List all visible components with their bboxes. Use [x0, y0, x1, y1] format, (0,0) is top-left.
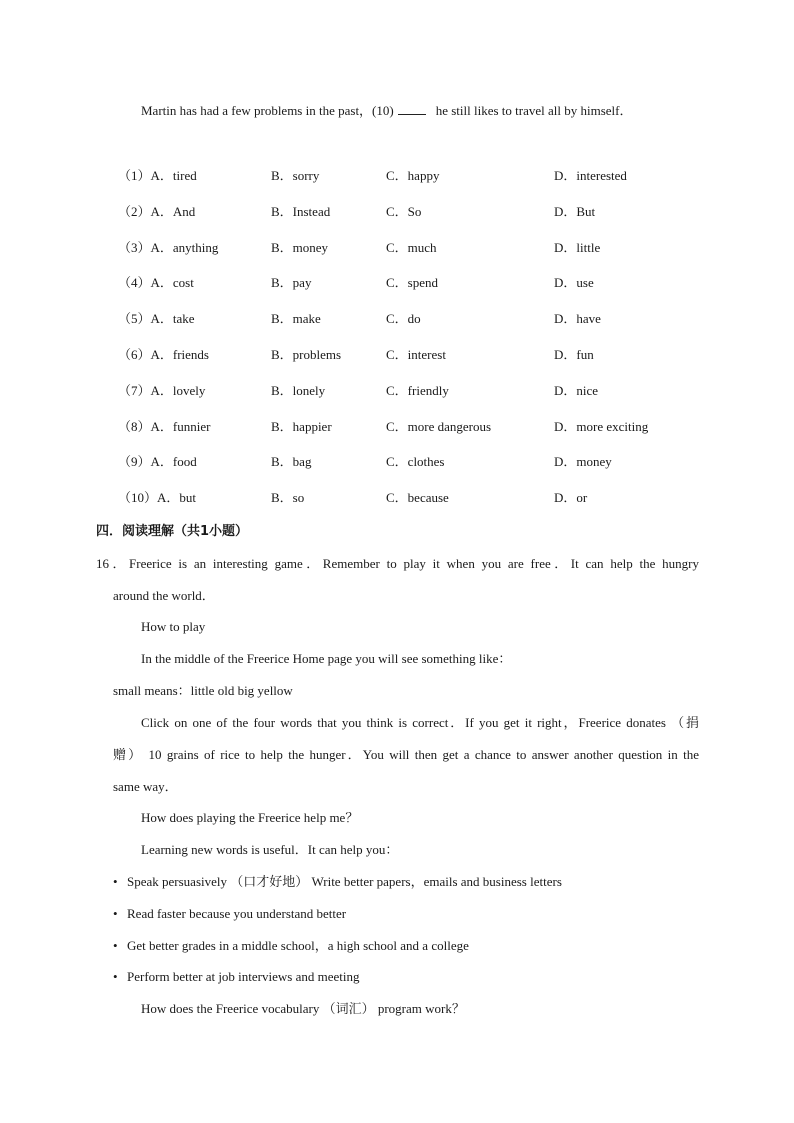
option-b[interactable]: B．happier — [271, 419, 332, 434]
option-d[interactable]: D．or — [554, 490, 588, 505]
option-d[interactable]: D．nice — [554, 383, 599, 398]
sentence-end: he still likes to travel all by himself． — [435, 103, 633, 118]
option-b[interactable]: B．money — [271, 240, 329, 255]
option-a[interactable]: （4）A．cost — [118, 275, 194, 290]
bullet-item: • Get better grades in a middle school，a high school and a college — [113, 938, 469, 953]
click-text-line1: Click on one of the four words that you think is correct．If you get it right，Freerice donates （捐 — [141, 715, 699, 730]
option-a[interactable]: （3）A．anything — [118, 240, 219, 255]
option-b[interactable]: B．bag — [271, 454, 312, 469]
option-a[interactable]: （6）A．friends — [118, 347, 209, 362]
option-row — [0, 203, 794, 221]
option-b[interactable]: B．problems — [271, 347, 342, 362]
option-row — [0, 167, 794, 185]
bullet-dot-icon: • — [113, 906, 118, 921]
bullet-dot-icon: • — [113, 969, 118, 984]
small-means-example: small means：little old big yellow — [113, 683, 293, 698]
passage-last-sentence — [141, 102, 633, 120]
bullet-dot-icon: • — [113, 938, 118, 953]
option-b[interactable]: B．sorry — [271, 168, 320, 183]
subheading-how-work: How does the Freerice vocabulary （词汇） program work？ — [141, 1001, 465, 1016]
option-row — [0, 489, 794, 507]
option-c[interactable]: C．happy — [386, 168, 440, 183]
sentence-start: Martin has had a few problems in the past，(10) — [141, 103, 394, 118]
bullet-item: • Speak persuasively （口才好地） Write better papers，emails and business letters — [113, 874, 562, 889]
option-b[interactable]: B．make — [271, 311, 321, 326]
option-row — [0, 453, 794, 471]
option-c[interactable]: C．So — [386, 204, 422, 219]
option-b[interactable]: B．Instead — [271, 204, 331, 219]
option-d[interactable]: D．money — [554, 454, 612, 469]
option-row — [0, 382, 794, 400]
bullet-item: • Read faster because you understand better — [113, 906, 347, 921]
option-b[interactable]: B．lonely — [271, 383, 326, 398]
option-c[interactable]: C．clothes — [386, 454, 445, 469]
option-a[interactable]: （10）A．but — [118, 490, 197, 505]
option-row — [0, 346, 794, 364]
option-c[interactable]: C．because — [386, 490, 449, 505]
option-d[interactable]: D．interested — [554, 168, 627, 183]
option-d[interactable]: D．little — [554, 240, 601, 255]
option-a[interactable]: （9）A．food — [118, 454, 197, 469]
option-d[interactable]: D．have — [554, 311, 601, 326]
option-c[interactable]: C．interest — [386, 347, 446, 362]
option-d[interactable]: D．use — [554, 275, 594, 290]
question-intro-line1: 16．Freerice is an interesting game．Remember to play it when you are free．It can help the hungry — [96, 556, 699, 571]
bullet-item: • Perform better at job interviews and meeting — [113, 969, 360, 984]
subheading-how-help: How does playing the Freerice help me？ — [141, 810, 359, 825]
option-d[interactable]: D．But — [554, 204, 596, 219]
option-d[interactable]: D．fun — [554, 347, 594, 362]
subheading-how-to-play: How to play — [141, 619, 206, 634]
option-b[interactable]: B．pay — [271, 275, 312, 290]
option-row — [0, 239, 794, 257]
option-b[interactable]: B．so — [271, 490, 305, 505]
click-text-line3: same way． — [113, 779, 178, 794]
learning-text: Learning new words is useful．It can help you： — [141, 842, 399, 857]
section-heading: 四．阅读理解（共1小题） — [96, 524, 249, 539]
bullet-dot-icon: • — [113, 874, 118, 889]
option-row — [0, 274, 794, 292]
option-c[interactable]: C．much — [386, 240, 437, 255]
option-d[interactable]: D．more exciting — [554, 419, 649, 434]
option-c[interactable]: C．more dangerous — [386, 419, 492, 434]
click-text-line2: 赠） 10 grains of rice to help the hunger．You will then get a chance to answer another question in the — [113, 747, 699, 762]
option-a[interactable]: （2）A．And — [118, 204, 196, 219]
option-c[interactable]: C．do — [386, 311, 421, 326]
option-a[interactable]: （5）A．take — [118, 311, 195, 326]
answer-blank-10[interactable] — [398, 102, 426, 115]
option-row — [0, 418, 794, 436]
option-a[interactable]: （8）A．funnier — [118, 419, 211, 434]
option-c[interactable]: C．spend — [386, 275, 439, 290]
option-row — [0, 310, 794, 328]
option-a[interactable]: （1）A．tired — [118, 168, 197, 183]
option-c[interactable]: C．friendly — [386, 383, 449, 398]
option-a[interactable]: （7）A．lovely — [118, 383, 206, 398]
middle-page-text: In the middle of the Freerice Home page you will see something like： — [141, 651, 512, 666]
question-intro-line2: around the world． — [113, 588, 215, 603]
